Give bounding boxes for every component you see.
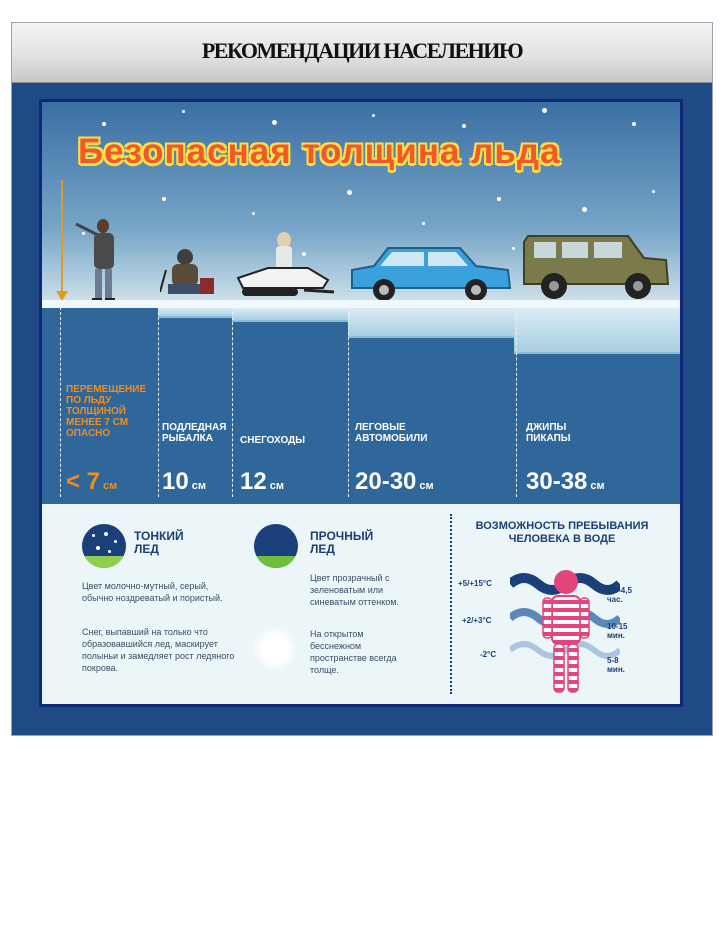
category-label-danger: ПЕРЕМЕЩЕНИЕ ПО ЛЬДУ ТОЛЩИНОЙ МЕНЕЕ 7 СМ ОПАСНО — [66, 384, 147, 439]
thin-ice-icon — [82, 524, 126, 568]
water-temp-warm: +5/+15°C — [458, 579, 492, 588]
separator-line — [232, 307, 233, 497]
survival-title: ВОЗМОЖНОСТЬ ПРЕБЫВАНИЯ ЧЕЛОВЕКА В ВОДЕ — [475, 520, 649, 545]
thickness-value-cars: 20-30 см — [355, 468, 434, 495]
thickness-arrow — [61, 180, 63, 295]
ice-thickness-poster — [39, 99, 683, 707]
separator-line — [516, 307, 517, 497]
poster-title: Безопасная толщина льда — [78, 132, 561, 171]
fisherman-icon — [72, 214, 132, 304]
person-in-water-icon — [542, 568, 590, 696]
ice-fishing-icon — [160, 248, 220, 304]
thin-ice-text-2: Снег, выпавший на только что образовавшийся лед, маскирует полыньи и замедляет рост ледяного покрова. — [82, 627, 235, 673]
separator-line — [60, 307, 61, 497]
slide-title: РЕКОМЕНДАЦИИ НАСЕЛЕНИЮ — [201, 38, 523, 63]
category-label-cars: ЛЕГОВЫЕ АВТОМОБИЛИ — [355, 422, 428, 444]
separator-line — [158, 307, 159, 497]
thin-ice-text-1: Цвет молочно-мутный, серый, обычно ноздреватый и пористый. — [82, 581, 223, 603]
ice-layer-12 — [232, 308, 348, 322]
panel-divider — [450, 514, 452, 694]
survival-time-warm: 3,5-4,5 час. — [607, 586, 632, 604]
category-label-jeeps: ДЖИПЫ ПИКАПЫ — [526, 422, 571, 444]
separator-line — [348, 307, 349, 497]
slide — [11, 22, 713, 736]
thin-ice-heading: ТОНКИЙ ЛЕД — [134, 529, 184, 556]
strong-ice-text-2: На открытом бесснежном пространстве всегда толще. — [310, 629, 397, 675]
slide-header — [12, 23, 712, 83]
strong-ice-text-1: Цвет прозрачный с зеленоватым или синеватым оттенком. — [310, 573, 399, 607]
thickness-value-jeeps: 30-38 см — [526, 468, 605, 495]
ice-layer-10 — [158, 308, 232, 318]
thickness-value-fishing: 10 см — [162, 468, 206, 495]
survival-time-freezing: 5-8 мин. — [607, 656, 625, 674]
strong-ice-heading: ПРОЧНЫЙ ЛЕД — [310, 529, 374, 556]
thickness-value-snowmobiles: 12 см — [240, 468, 284, 495]
strong-ice-icon — [254, 524, 298, 568]
car-icon — [348, 242, 513, 304]
poster-illustration — [42, 102, 680, 504]
ice-layer-30-38 — [514, 308, 680, 354]
snowmobile-icon — [228, 230, 338, 302]
thickness-value-danger: < 7 см — [66, 468, 118, 495]
category-label-fishing: ПОДЛЕДНАЯ РЫБАЛКА — [162, 422, 227, 444]
water-temp-cold: +2/+3°C — [462, 616, 492, 625]
ice-layer-20-30 — [348, 308, 514, 338]
water-temp-freezing: -2°C — [480, 650, 497, 659]
ice-info-panel — [42, 504, 680, 704]
light-glow-icon — [252, 626, 298, 672]
jeep-icon — [520, 228, 670, 302]
survival-time-cold: 10-15 мин. — [607, 622, 628, 640]
category-label-snowmobiles: СНЕГОХОДЫ — [240, 435, 306, 446]
